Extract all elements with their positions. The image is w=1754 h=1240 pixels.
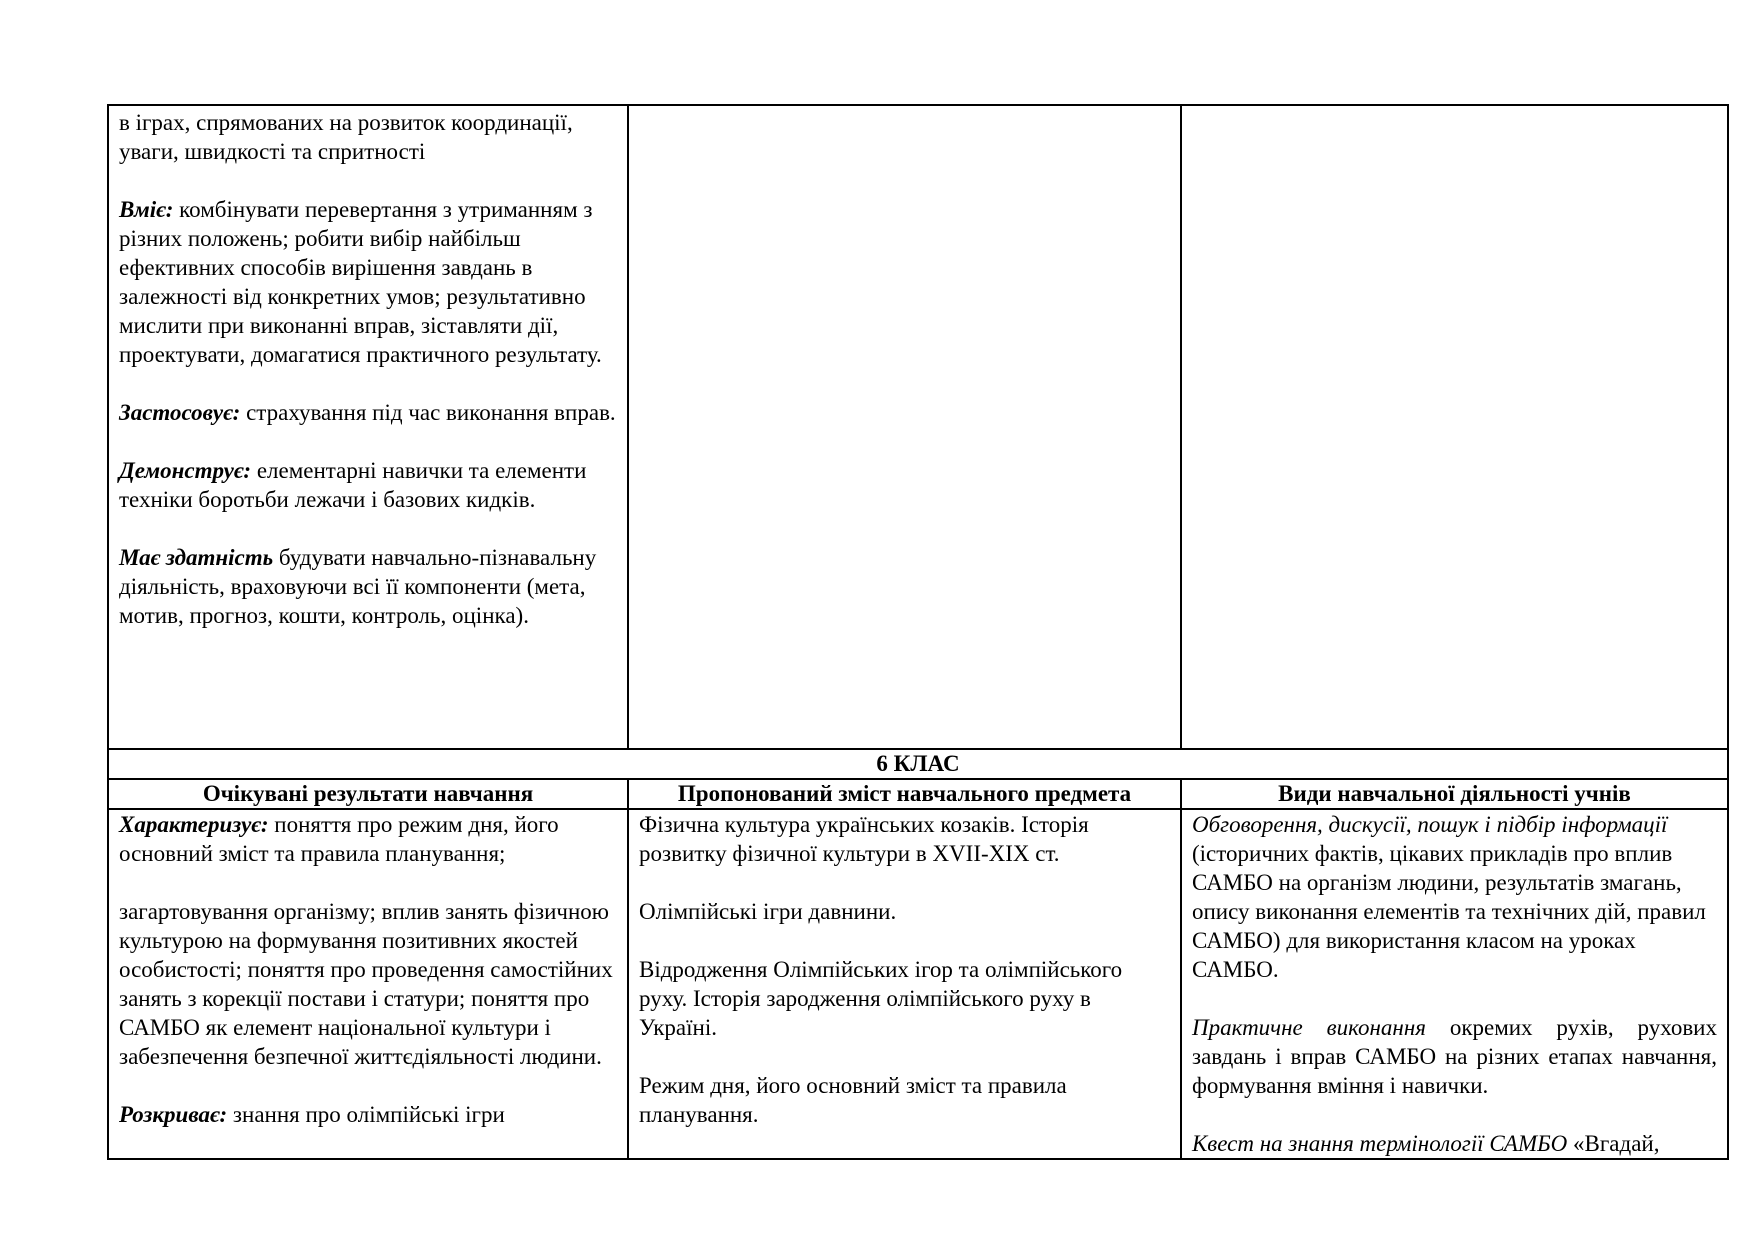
continuation-row bbox=[108, 105, 1728, 749]
grade6-activities-cell bbox=[1181, 809, 1728, 1159]
demonstrates-label: Демонструє: bbox=[119, 458, 252, 483]
demonstrates-paragraph bbox=[119, 456, 617, 514]
practice-paragraph bbox=[1192, 1013, 1717, 1100]
header-proposed-content: Пропонований зміст навчального предмета bbox=[628, 779, 1181, 809]
content-cell-empty bbox=[628, 105, 1181, 749]
header-expected-results: Очікувані результати навчання bbox=[108, 779, 628, 809]
quest-paragraph bbox=[1192, 1129, 1717, 1158]
header-row bbox=[108, 779, 1728, 809]
grade6-expected-results-cell bbox=[108, 809, 628, 1159]
ability-text: будувати навчально-пізнавальну діяльність, враховуючи всі її компоненти (мета, мотив, прогноз, кошти, контроль, оцінка). bbox=[119, 545, 597, 628]
reveals-paragraph bbox=[119, 1100, 617, 1129]
activities-cell-empty bbox=[1181, 105, 1728, 749]
skills-text: комбінувати перевертання з утриманням з різних положень; робити вибір найбільш ефективних способів вирішення завдань в залежності від конкретних умов; результативно мислити при виконанні вправ, зіставляти дії, проектувати, домагатися практичного результату. bbox=[119, 197, 602, 367]
grade-title: 6 КЛАС bbox=[108, 749, 1728, 779]
ability-paragraph bbox=[119, 543, 617, 630]
skills-paragraph bbox=[119, 195, 617, 369]
discussion-paragraph bbox=[1192, 810, 1717, 984]
curriculum-table bbox=[107, 104, 1729, 1160]
characterizes-label: Характеризує: bbox=[119, 812, 269, 837]
grade6-content-cell bbox=[628, 809, 1181, 1159]
applies-label: Застосовує: bbox=[119, 400, 241, 425]
intro-text: в іграх, спрямованих на розвиток координації, уваги, швидкості та спритності bbox=[119, 110, 573, 164]
quest-label: Квест на знання термінології САМБО bbox=[1192, 1131, 1568, 1156]
practice-text: окремих рухів, рухових завдань і вправ САМБО на різних етапах навчання, формування вміння і навички. bbox=[1192, 1015, 1717, 1098]
expected-results-cell bbox=[108, 105, 628, 749]
hardening-paragraph: загартовування організму; вплив занять фізичною культурою на формування позитивних якостей особистості; поняття про проведення самостійних занять з корекції постави і статури; поняття про САМБО як елемент національної культури і забезпечення безпечної життєдіяльності людини. bbox=[119, 899, 613, 1069]
skills-label: Вміє: bbox=[119, 197, 174, 222]
header-learning-activities: Види навчальної діяльності учнів bbox=[1181, 779, 1728, 809]
characterizes-paragraph bbox=[119, 810, 617, 868]
reveals-text: знання про олімпійські ігри bbox=[227, 1102, 505, 1127]
ability-label: Має здатність bbox=[119, 545, 274, 570]
applies-paragraph bbox=[119, 398, 617, 427]
content-daily-routine: Режим дня, його основний зміст та правила планування. bbox=[639, 1073, 1067, 1127]
grade-row bbox=[108, 749, 1728, 779]
demonstrates-text: елементарні навички та елементи техніки боротьби лежачи і базових кидків. bbox=[119, 458, 587, 512]
discussion-text: (історичних фактів, цікавих прикладів про вплив САМБО на організм людини, результатів змагань, опису виконання елементів та технічних дій, правил САМБО) для використання класом на уроках САМБО. bbox=[1192, 841, 1706, 982]
applies-text: страхування під час виконання вправ. bbox=[240, 400, 616, 425]
reveals-label: Розкриває: bbox=[119, 1102, 228, 1127]
discussion-label: Обговорення, дискусії, пошук і підбір інформації bbox=[1192, 812, 1668, 837]
quest-text: «Вгадай, bbox=[1567, 1131, 1660, 1156]
practice-label: Практичне виконання bbox=[1192, 1015, 1426, 1040]
content-olympic-revival: Відродження Олімпійських ігор та олімпійського руху. Історія зародження олімпійського руху в Україні. bbox=[639, 957, 1123, 1040]
content-cossacks: Фізична культура українських козаків. Історія розвитку фізичної культури в XVII-XIX ст. bbox=[639, 812, 1089, 866]
grade6-row bbox=[108, 809, 1728, 1159]
characterizes-text: поняття про режим дня, його основний зміст та правила планування; bbox=[119, 812, 559, 866]
content-ancient-olympics: Олімпійські ігри давнини. bbox=[639, 899, 897, 924]
